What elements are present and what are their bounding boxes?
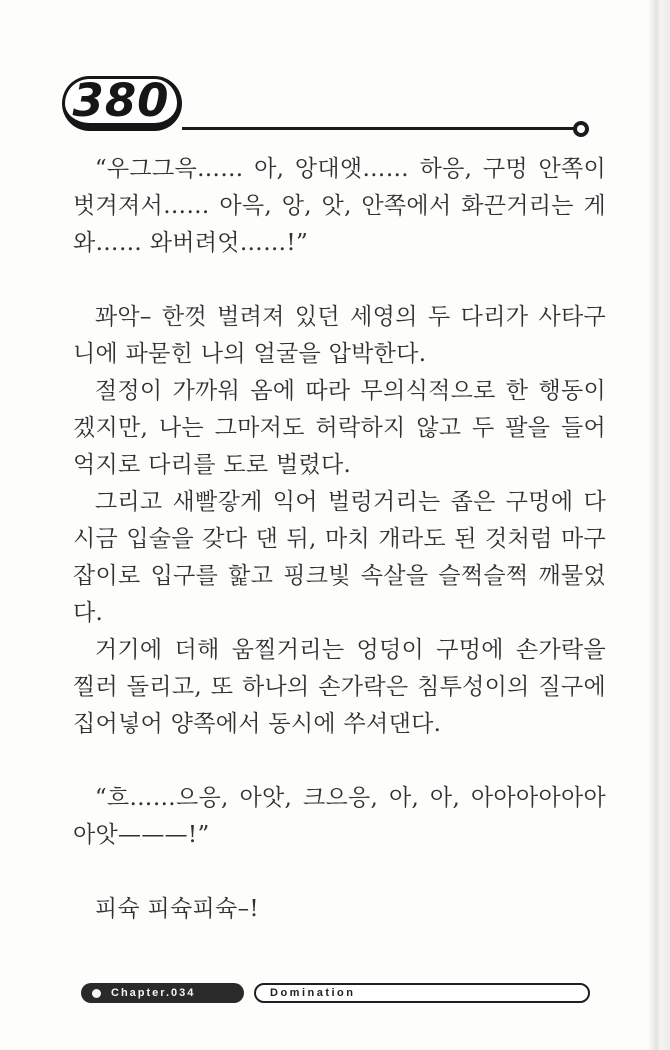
chapter-bullet-icon [92,989,101,998]
paragraph-narration-2: 절정이 가까워 옴에 따라 무의식적으로 한 행동이겠지만, 나는 그마저도 허락하지 않고 두 팔을 들어 억지로 다리를 도로 벌렸다. [73,378,606,478]
chapter-label: Chapter.034 [111,987,196,999]
series-title-badge [254,983,590,1003]
body-text [73,151,606,928]
page-number: 380 [72,73,170,127]
paragraph-dialogue-1: “우그그윽…… 아, 앙대앳…… 하응, 구멍 안쪽이 벗겨져서…… 아윽, 앙, 앗, 안쪽에서 화끈거리는 게 와…… 와버려엇……!” [73,156,606,256]
paragraph-narration-4: 거기에 더해 움찔거리는 엉덩이 구멍에 손가락을 찔러 돌리고, 또 하나의 손가락은 침투성이의 질구에 집어넣어 양쪽에서 동시에 쑤셔댄다. [73,637,606,737]
header-ring-icon [573,121,589,137]
chapter-badge [81,983,244,1003]
page-edge-shadow [648,0,670,1050]
paragraph-sfx: 피슉 피슉피슉–! [94,896,259,922]
header-rule-line [182,127,574,130]
paragraph-narration-3: 그리고 새빨갛게 익어 벌렁거리는 좁은 구멍에 다시금 입술을 갖다 댄 뒤, 마치 개라도 된 것처럼 마구잡이로 입구를 핥고 핑크빛 속살을 슬쩍슬쩍 깨물었다. [73,489,606,626]
page-number-badge [62,73,182,131]
series-title-label: Domination [270,987,356,999]
paragraph-narration-1: 꽈악– 한껏 벌려져 있던 세영의 두 다리가 사타구니에 파묻힌 나의 얼굴을 압박한다. [73,304,606,367]
paragraph-dialogue-2: “흐……으응, 아앗, 크으응, 아, 아, 아아아아아아아앗———!” [73,785,606,848]
